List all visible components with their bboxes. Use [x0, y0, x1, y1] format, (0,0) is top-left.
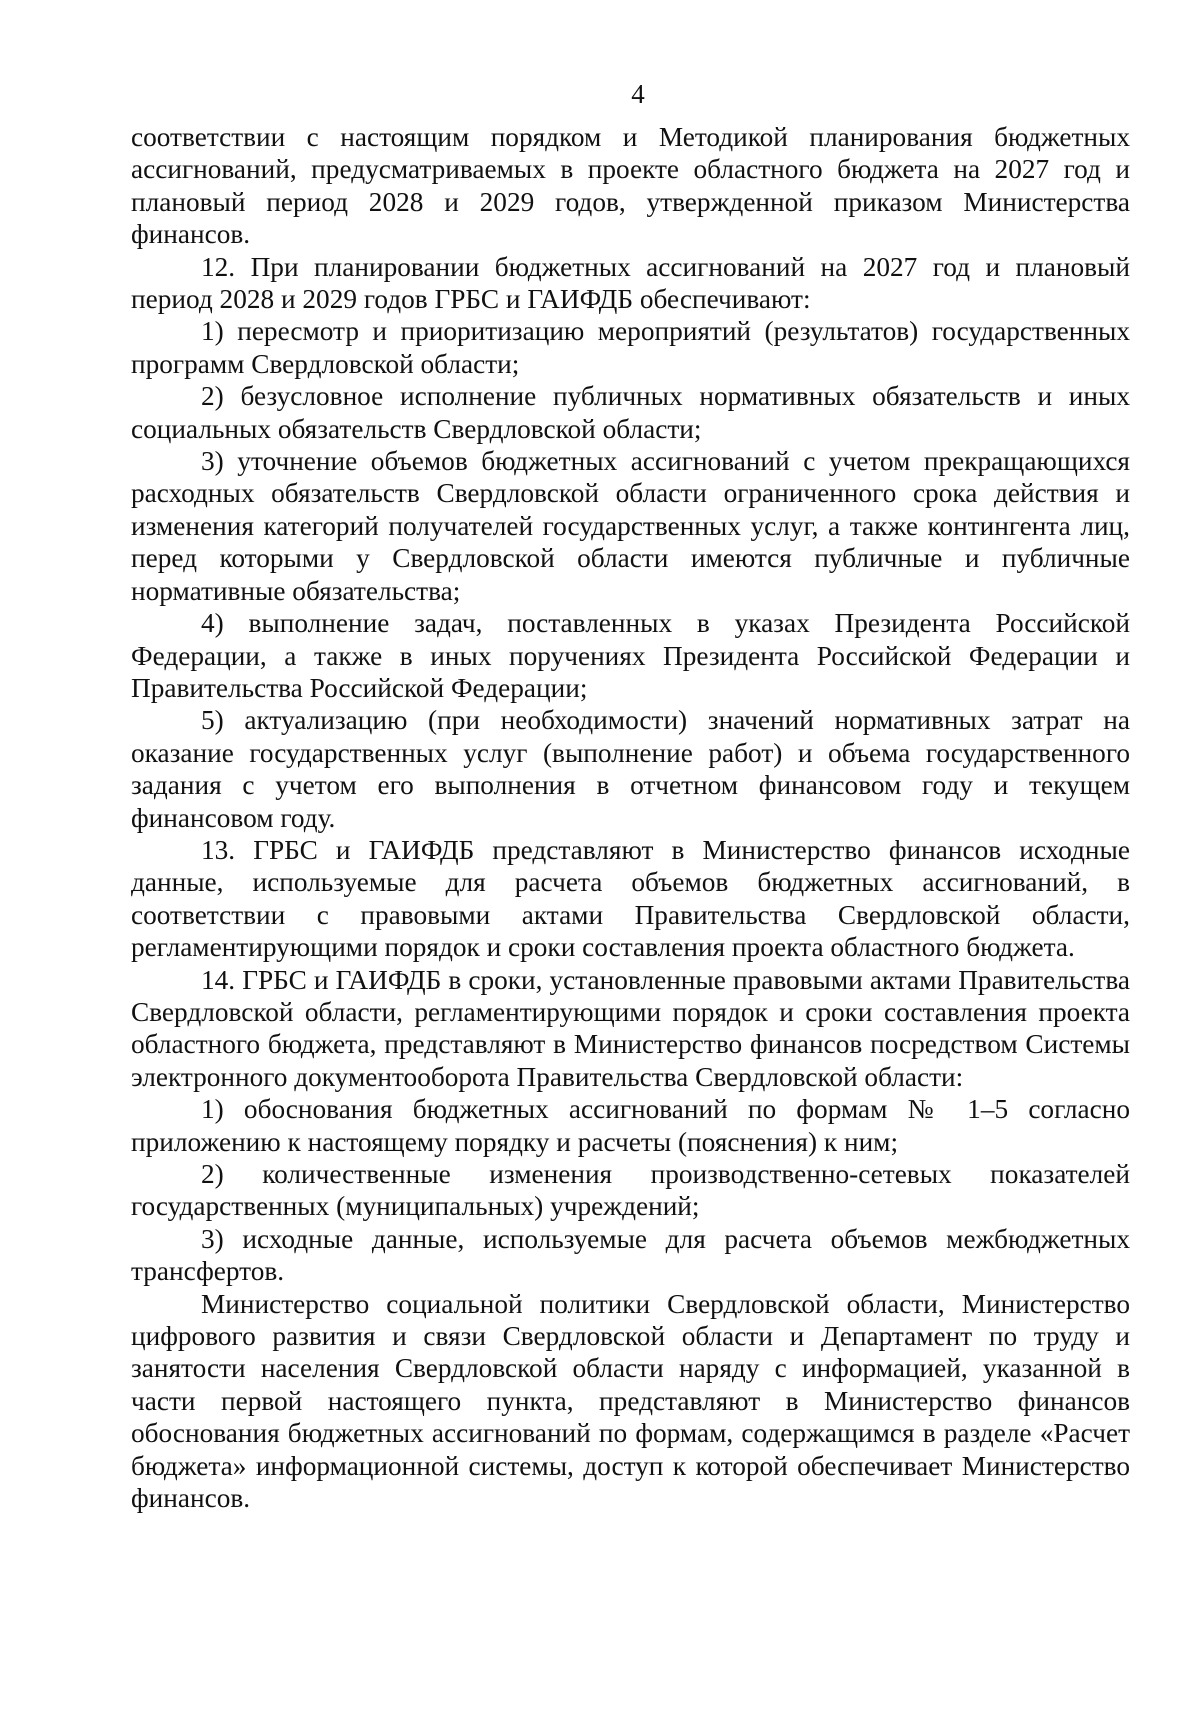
paragraph-subitem-14-1: 1) обоснования бюджетных ассигнований по формам № 1–5 согласно приложению к настоящему порядку и расчеты (пояснения) к ним; [131, 1094, 1130, 1157]
paragraph-subitem-12-3: 3) уточнение объемов бюджетных ассигнований с учетом прекращающихся расходных обязательств Свердловской области ограниченного срока действия и изменения категорий получателей государственных услуг, а также контингента лиц, перед которыми у Свердловской области имеются публичные и публичные нормативные обязательства; [131, 446, 1130, 606]
paragraph-item-14-part-2: Министерство социальной политики Свердловской области, Министерство цифрового развития и связи Свердловской области и Департамент по труду и занятости населения Свердловской области наряду с информацией, указанной в части первой настоящего пункта, представляют в Министерство финансов обоснования бюджетных ассигнований по формам, содержащимся в разделе «Расчет бюджета» информационной системы, доступ к которой обеспечивает Министерство финансов. [131, 1288, 1130, 1514]
paragraph-subitem-12-2: 2) безусловное исполнение публичных нормативных обязательств и иных социальных обязательств Свердловской области; [131, 381, 1130, 444]
page-number: 4 [631, 79, 645, 109]
paragraph-subitem-12-5: 5) актуализацию (при необходимости) значений нормативных затрат на оказание государственных услуг (выполнение работ) и объема государственного задания с учетом его выполнения в отчетном финансовом году и текущем финансовом году. [131, 705, 1130, 833]
paragraph-subitem-14-2: 2) количественные изменения производственно-сетевых показателей государственных (муниципальных) учреждений; [131, 1159, 1130, 1222]
paragraph-continuation: соответствии с настоящим порядком и Методикой планирования бюджетных ассигнований, предусматриваемых в проекте областного бюджета на 2027 год и плановый период 2028 и 2029 годов, утвержденной приказом Министерства финансов. [131, 122, 1130, 250]
paragraph-item-12: 12. При планировании бюджетных ассигнований на 2027 год и плановый период 2028 и 2029 годов ГРБС и ГАИФДБ обеспечивают: [131, 251, 1130, 315]
paragraph-item-13: 13. ГРБС и ГАИФДБ представляют в Министерство финансов исходные данные, используемые для расчета объемов бюджетных ассигнований, в соответствии с правовыми актами Правительства Свердловской области, регламентирующими порядок и сроки составления проекта областного бюджета. [131, 834, 1130, 963]
paragraph-item-14: 14. ГРБС и ГАИФДБ в сроки, установленные правовыми актами Правительства Свердловской области, регламентирующими порядок и сроки составления проекта областного бюджета, представляют в Министерство финансов посредством Системы электронного документооборота Правительства Свердловской области: [131, 964, 1130, 1092]
paragraph-subitem-14-3: 3) исходные данные, используемые для расчета объемов межбюджетных трансфертов. [131, 1223, 1130, 1287]
paragraph-subitem-12-4: 4) выполнение задач, поставленных в указах Президента Российской Федерации, а также в иных поручениях Президента Российской Федерации и Правительства Российской Федерации; [131, 608, 1130, 703]
paragraph-subitem-12-1: 1) пересмотр и приоритизацию мероприятий (результатов) государственных программ Свердловской области; [131, 316, 1130, 379]
document-body [131, 121, 1130, 1514]
